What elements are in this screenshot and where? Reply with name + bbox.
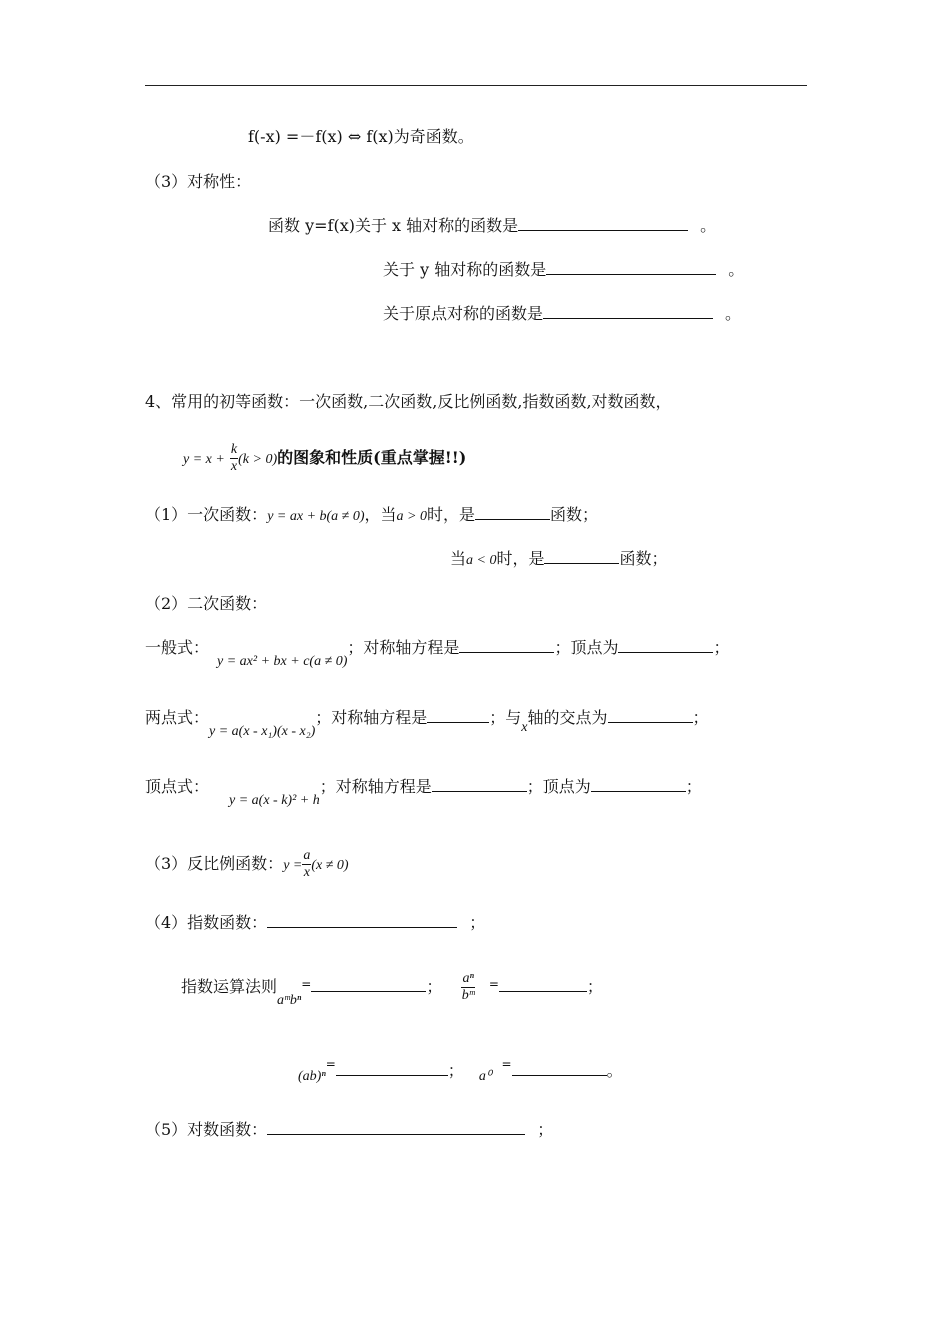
dang: 当 (450, 549, 467, 568)
answer-blank[interactable] (267, 913, 457, 928)
answer-blank[interactable] (475, 505, 550, 520)
twopoint-with: ；与 (489, 708, 522, 727)
period: 。 (606, 1061, 623, 1080)
vertex-text: ；顶点为 (526, 777, 591, 796)
header-rule (145, 85, 807, 86)
linear-line-2 (450, 549, 668, 571)
vertex-label: 顶点式： (145, 777, 210, 796)
answer-blank[interactable] (546, 260, 716, 275)
general-formula: y = ax² + bx + c(a ≠ 0) (217, 654, 348, 669)
exp-rule-label: 指数运算法则 (181, 977, 278, 996)
axis-text: ；对称轴方程是 (319, 777, 432, 796)
semicolon: ； (586, 977, 603, 996)
frac-num: a (303, 848, 311, 863)
twopoint-label: 两点式： (145, 708, 210, 727)
frac-den: x (303, 865, 310, 880)
frac-den: x (230, 459, 238, 474)
answer-blank[interactable] (608, 708, 693, 723)
equals: = (325, 1057, 336, 1071)
answer-blank[interactable] (427, 708, 489, 723)
linear-cond-positive: a > 0 (396, 509, 427, 524)
vertex-formula: y = a(x - k)² + h (229, 793, 320, 808)
linear-shi: 时，是 (496, 549, 545, 568)
symmetry-origin-text: 关于原点对称的函数是 (383, 304, 544, 323)
semicolon: ； (692, 708, 709, 727)
hanshu: 函数； (550, 505, 599, 524)
answer-blank[interactable] (267, 1120, 525, 1135)
vertex-form-line (145, 777, 702, 808)
inverse-condition: (x ≠ 0) (311, 858, 349, 873)
semicolon: ； (447, 1061, 464, 1080)
two-point-form-line (145, 708, 709, 739)
frac-num: aⁿ (462, 971, 474, 986)
general-form-line (145, 638, 730, 669)
twopoint-x: x (521, 720, 528, 735)
linear-shi: 时，是 (427, 505, 476, 524)
linear-title: （1）一次函数： (145, 505, 268, 524)
hanshu: 函数； (619, 549, 668, 568)
inverse-line (145, 846, 349, 884)
axis-text: ；对称轴方程是 (347, 638, 460, 657)
general-label: 一般式： (145, 638, 210, 657)
linear-line-1 (145, 505, 598, 527)
linear-cond-negative: a < 0 (466, 553, 497, 568)
fraction-k-over-x (230, 442, 238, 475)
quadratic-heading: （2）二次函数： (145, 594, 268, 613)
equals: = (501, 1057, 512, 1071)
answer-blank[interactable] (544, 549, 619, 564)
symmetry-x-line (268, 216, 716, 236)
linear-formula: y = ax + b(a ≠ 0) (267, 509, 365, 524)
answer-blank[interactable] (499, 977, 587, 992)
answer-blank[interactable] (618, 638, 713, 653)
frac-num: k (230, 442, 238, 457)
answer-blank[interactable] (311, 977, 426, 992)
twopoint-axis: ；对称轴方程是 (315, 708, 428, 727)
period: 。 (728, 260, 745, 279)
inverse-y: y = (283, 858, 303, 873)
equals: = (488, 977, 499, 991)
exp-a0: a⁰ (478, 1069, 492, 1084)
semicolon: ； (685, 777, 702, 796)
answer-blank[interactable] (543, 304, 713, 319)
emphasis-text: 的图象和性质(重点掌握!!) (277, 448, 467, 467)
section-4-title: 4、常用的初等函数：一次函数,二次函数,反比例函数,指数函数,对数函数， (145, 392, 672, 411)
semicolon: ； (426, 977, 443, 996)
exp-rules-line-2 (298, 1053, 623, 1091)
semicolon: ； (469, 913, 486, 932)
symmetry-y-line (383, 260, 744, 280)
symmetry-x-text: 函数 y=f(x)关于 x 轴对称的函数是 (268, 216, 519, 235)
period: 。 (700, 216, 717, 235)
answer-blank[interactable] (591, 777, 686, 792)
answer-blank[interactable] (432, 777, 527, 792)
odd-function-line: f(-x) =－f(x) ⇔ f(x)为奇函数。 (248, 127, 474, 146)
answer-blank[interactable] (336, 1061, 448, 1076)
exp-title: （4）指数函数： (145, 913, 268, 932)
symmetry-origin-line (383, 304, 741, 324)
exp-ab: (ab)ⁿ (298, 1069, 326, 1084)
semicolon: ； (537, 1120, 554, 1139)
exponential-line (145, 913, 485, 933)
symmetry-heading: （3）对称性： (145, 172, 252, 191)
answer-blank[interactable] (518, 216, 688, 231)
log-title: （5）对数函数： (145, 1120, 268, 1139)
logarithm-line (145, 1120, 553, 1140)
twopoint-formula: y = a(x - x₁)(x - x₂) (209, 724, 316, 739)
linear-when: ，当 (364, 505, 397, 524)
answer-blank[interactable] (459, 638, 554, 653)
exp-rules-line-1 (181, 969, 603, 1007)
frac-den: bᵐ (461, 988, 475, 1003)
answer-blank[interactable] (512, 1061, 607, 1076)
fraction-a-over-x (302, 848, 311, 881)
section-4-formula-line (183, 438, 466, 480)
formula-condition: (k > 0) (238, 452, 278, 467)
fraction-an-over-bm (461, 971, 474, 1004)
period: 。 (725, 304, 742, 323)
exp-amb: aᵐbⁿ (277, 993, 302, 1008)
semicolon: ； (713, 638, 730, 657)
equals: = (301, 977, 312, 991)
formula-y-x: y = x + (183, 452, 225, 467)
twopoint-cross: 轴的交点为 (527, 708, 608, 727)
inverse-title: （3）反比例函数： (145, 854, 284, 873)
vertex-text: ；顶点为 (554, 638, 619, 657)
symmetry-y-text: 关于 y 轴对称的函数是 (383, 260, 547, 279)
